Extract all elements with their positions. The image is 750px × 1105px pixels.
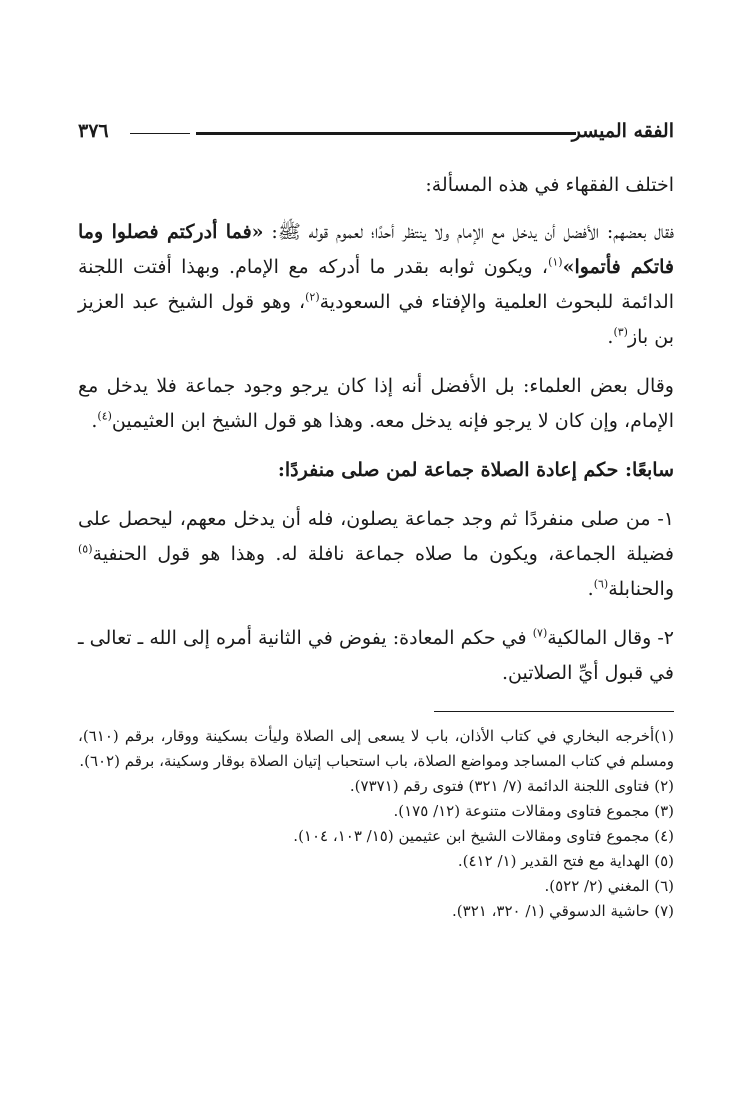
p1-post: ، وهو قول الشيخ عبد العزيز بن باز — [78, 291, 674, 348]
numbered-item-2 — [78, 621, 674, 691]
p2-end: . — [91, 410, 98, 432]
item1-mid: والحنابلة — [608, 578, 674, 600]
footnote-ref-7[interactable]: (٧) — [532, 626, 548, 640]
footnote-ref-5[interactable]: (٥) — [78, 542, 93, 556]
footnote-3: (٣) مجموع فتاوى ومقالات متنوعة (١٢/ ١٧٥). — [393, 802, 674, 820]
p2-text: وقال بعض العلماء: بل الأفضل أنه إذا كان يرجو وجود جماعة فلا يدخل مع الإمام، وإن كان لا يرجو فإنه يدخل معه. وهذا هو قول الشيخ ابن العثيمين — [78, 375, 674, 432]
footnote-1: (١)أخرجه البخاري في كتاب الأذان، باب لا يسعى إلى الصلاة وليأت بسكينة ووقار، برقم (٦١٠)، ومسلم في كتاب المساجد ومواضع الصلاة، باب استحباب إتيان الصلاة بوقار وسكينة، برقم (٦٠٢). — [78, 727, 674, 770]
header-rule-thick — [196, 132, 576, 135]
footnote-2: (٢) فتاوى اللجنة الدائمة (٧/ ٣٢١) فتوى رقم (٧٣٧١). — [349, 777, 674, 795]
footnotes — [78, 724, 674, 924]
footnote-ref-1[interactable]: (١) — [548, 255, 563, 269]
item2-pre: ٢- وقال المالكية — [547, 627, 674, 649]
footnote-4: (٤) مجموع فتاوى ومقالات الشيخ ابن عثيمين (١٥/ ١٠٣، ١٠٤). — [293, 827, 674, 845]
p1-end: . — [607, 326, 614, 348]
footnote-ref-6[interactable]: (٦) — [593, 577, 609, 591]
footnote-ref-3[interactable]: (٣) — [613, 325, 628, 339]
page-number: ٣٧٦ — [78, 120, 109, 142]
footnote-7: (٧) حاشية الدسوقي (١/ ٣٢٠، ٣٢١). — [452, 902, 674, 920]
main-text — [78, 168, 674, 691]
book-title: الفقه الميسر — [571, 120, 674, 142]
header-rule-thin — [130, 133, 190, 134]
numbered-item-1 — [78, 502, 674, 607]
intro-paragraph: اختلف الفقهاء في هذه المسألة: — [425, 174, 674, 196]
item2-post: في حكم المعادة: يفوض في الثانية أمره إلى الله ـ تعالى ـ في قبول أيِّ الصلاتين. — [78, 627, 674, 684]
page-header — [78, 118, 674, 148]
item1-text: ١- من صلى منفردًا ثم وجد جماعة يصلون، فله أن يدخل معهم، ليحصل على فضيلة الجماعة، ويكون ما صلاه جماعة نافلة له. وهذا هو قول الحنفية — [78, 508, 674, 565]
footnote-ref-2[interactable]: (٢) — [305, 290, 320, 304]
footnote-separator — [434, 711, 674, 712]
book-page — [78, 118, 674, 924]
footnote-ref-4[interactable]: (٤) — [97, 409, 112, 423]
section-heading: سابعًا: حكم إعادة الصلاة جماعة لمن صلى منفردًا: — [277, 459, 674, 481]
item1-end: . — [587, 578, 594, 600]
p1-mid: ، ويكون ثوابه بقدر ما أدركه مع الإمام. وبهذا أفتت اللجنة الدائمة للبحوث العلمية والإفتاء في السعودية — [78, 256, 674, 313]
hadith-quote: «فما أدركتم فصلوا وما فاتكم فأتموا» — [78, 221, 674, 278]
paragraph-1 — [78, 215, 674, 355]
footnote-6: (٦) المغني (٢/ ٥٢٢). — [544, 877, 674, 895]
paragraph-2 — [78, 369, 674, 439]
p1-pre: فقال بعضهم: الأفضل أن يدخل مع الإمام ولا ينتظر أحدًا؛ لعموم قوله ﷺ: — [263, 221, 675, 243]
footnote-5: (٥) الهداية مع فتح القدير (١/ ٤١٢). — [457, 852, 674, 870]
